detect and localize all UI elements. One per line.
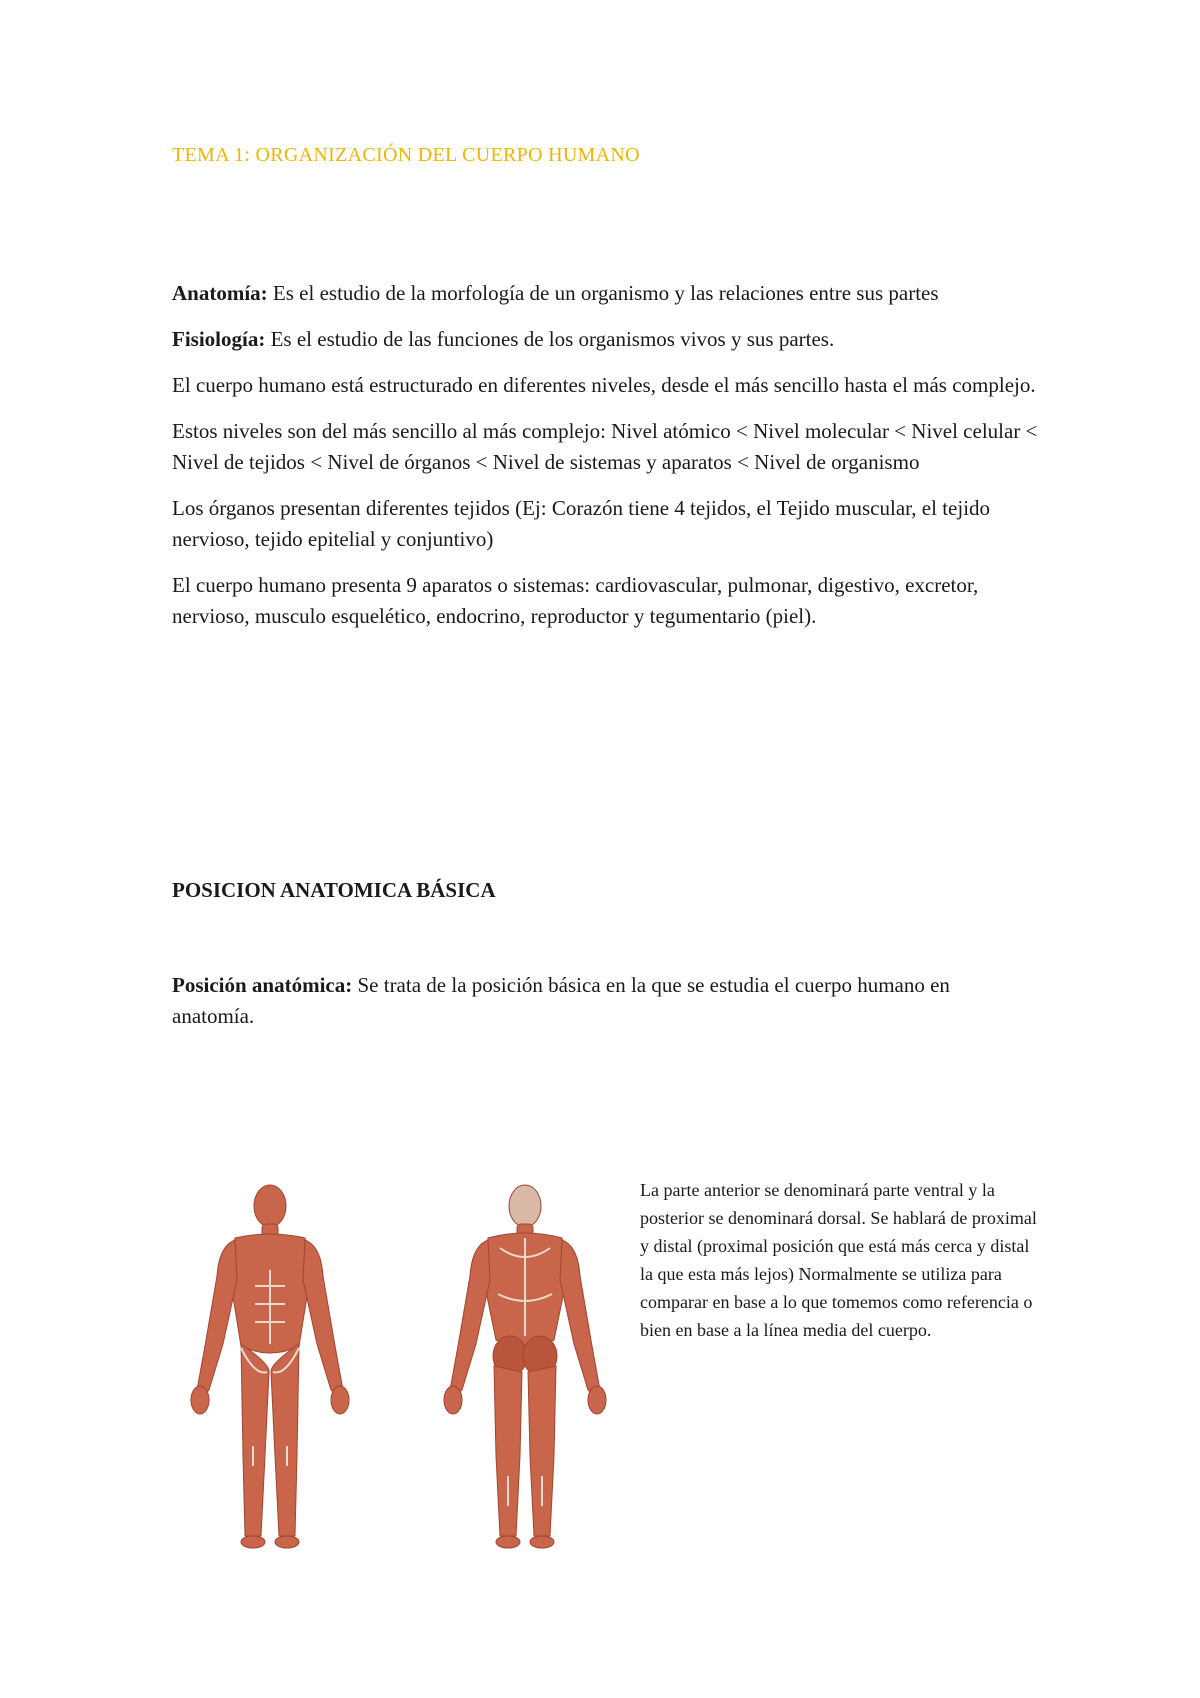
organos-paragraph: Los órganos presentan diferentes tejidos (Ej: Corazón tiene 4 tejidos, el Tejido muscular, el tejido nervioso, tejido epitelial y conjuntivo) (172, 496, 991, 551)
anatomy-back-figure (430, 1176, 620, 1556)
figure-caption: La parte anterior se denominará parte ventral y la posterior se denominará dorsal. Se hablará de proximal y distal (proximal posición que está más cerca y distal la que esta más lejos) Normalmente se utiliza para comparar en base a lo que tomemos como referencia o bien en base a la línea media del cuerpo. (640, 1180, 1037, 1340)
intro-section (172, 278, 1052, 647)
anatomia-paragraph (172, 278, 1052, 309)
fisiologia-definition: Es el estudio de las funciones de los organismos vivos y sus partes. (265, 327, 835, 351)
niveles-intro-paragraph: El cuerpo humano está estructurado en diferentes niveles, desde el más sencillo hasta el más complejo. (172, 373, 1036, 397)
posicion-term: Posición anatómica: (172, 973, 353, 997)
fisiologia-paragraph (172, 324, 1052, 355)
page-title: TEMA 1: ORGANIZACIÓN DEL CUERPO HUMANO (172, 144, 640, 166)
anatomia-definition: Es el estudio de la morfología de un organismo y las relaciones entre sus partes (267, 281, 939, 305)
posicion-paragraph (172, 970, 1032, 1032)
sistemas-paragraph: El cuerpo humano presenta 9 aparatos o sistemas: cardiovascular, pulmonar, digestivo, excretor, nervioso, musculo esquelético, endocrino, reproductor y tegumentario (piel). (172, 573, 979, 628)
niveles-list-paragraph: Estos niveles son del más sencillo al más complejo: Nivel atómico < Nivel molecular < Nivel celular < Nivel de tejidos < Nivel de órganos < Nivel de sistemas y aparatos < Nivel de organismo (172, 419, 1038, 474)
anatomy-front-figure (175, 1176, 365, 1556)
anatomia-term: Anatomía: (172, 281, 268, 305)
fisiologia-term: Fisiología: (172, 327, 266, 351)
section-heading-posicion: POSICION ANATOMICA BÁSICA (172, 878, 496, 902)
posicion-definition: Se trata de la posición básica en la que se estudia el cuerpo humano en anatomía. (172, 973, 950, 1028)
